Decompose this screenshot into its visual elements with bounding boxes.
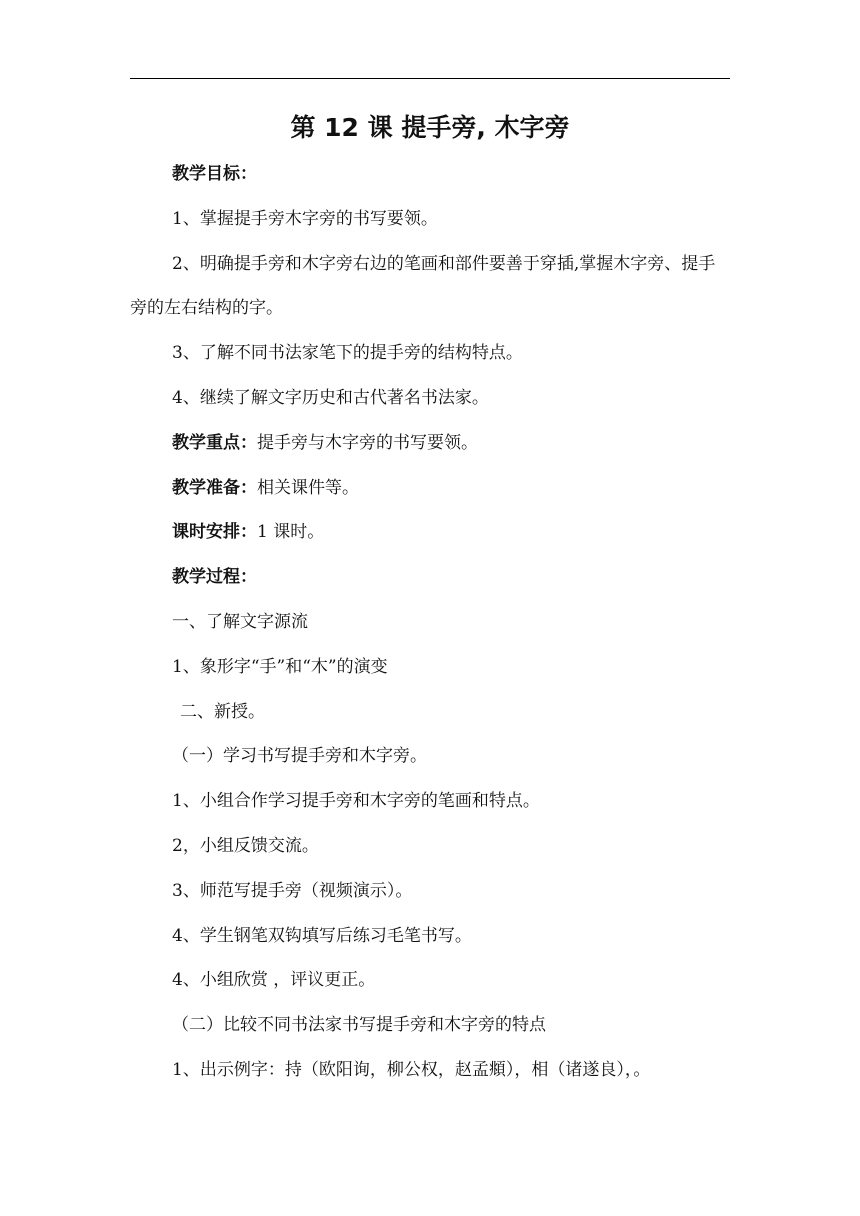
process-line: 3、师范写提手旁（视频演示）。 bbox=[172, 880, 413, 901]
key-points-label: 教学重点： bbox=[172, 432, 257, 453]
schedule-label: 课时安排： bbox=[172, 522, 257, 543]
process-line: 4、学生钢笔双钩填写后练习毛笔书写。 bbox=[172, 925, 472, 946]
schedule-text: 1 课时。 bbox=[257, 522, 325, 543]
objective-item-4: 4、继续了解文字历史和古代著名书法家。 bbox=[172, 387, 489, 408]
preparation-text: 相关课件等。 bbox=[257, 477, 359, 498]
preparation bbox=[130, 466, 730, 511]
process-line: （二）比较不同书法家书写提手旁和木字旁的特点 bbox=[172, 1015, 546, 1036]
objective-item-2: 2、明确提手旁和木字旁右边的笔画和部件要善于穿插,掌握木字旁、提手旁的左右结构的字。 bbox=[130, 253, 716, 319]
process-line: 1、象形字“手”和“木”的演变 bbox=[172, 656, 388, 677]
process-line: 2，小组反馈交流。 bbox=[172, 835, 319, 856]
process-line: 二、新授。 bbox=[180, 701, 265, 722]
objective-item-1: 1、掌握提手旁木字旁的书写要领。 bbox=[172, 208, 438, 229]
objectives-heading: 教学目标： bbox=[172, 164, 257, 184]
preparation-label: 教学准备： bbox=[172, 477, 257, 498]
process-line: （一）学习书写提手旁和木字旁。 bbox=[172, 746, 427, 767]
process-line: 1、小组合作学习提手旁和木字旁的笔画和特点。 bbox=[172, 791, 540, 812]
process-heading: 教学过程： bbox=[172, 567, 257, 588]
objective-item-3: 3、了解不同书法家笔下的提手旁的结构特点。 bbox=[172, 343, 523, 364]
document-body bbox=[130, 152, 730, 1093]
lesson-title: 第 12 课 提手旁, 木字旁 bbox=[290, 113, 570, 142]
process-line: 一、了解文字源流 bbox=[172, 611, 308, 632]
process-line: 1、出示例字：持（欧阳询，柳公权，赵孟頫），相（诸遂良），。 bbox=[172, 1059, 651, 1080]
process-line: 4、小组欣赏 ，评议更正。 bbox=[172, 970, 376, 991]
key-points bbox=[130, 421, 730, 466]
schedule bbox=[130, 510, 730, 555]
header-rule bbox=[130, 78, 730, 79]
key-points-text: 提手旁与木字旁的书写要领。 bbox=[257, 432, 478, 453]
